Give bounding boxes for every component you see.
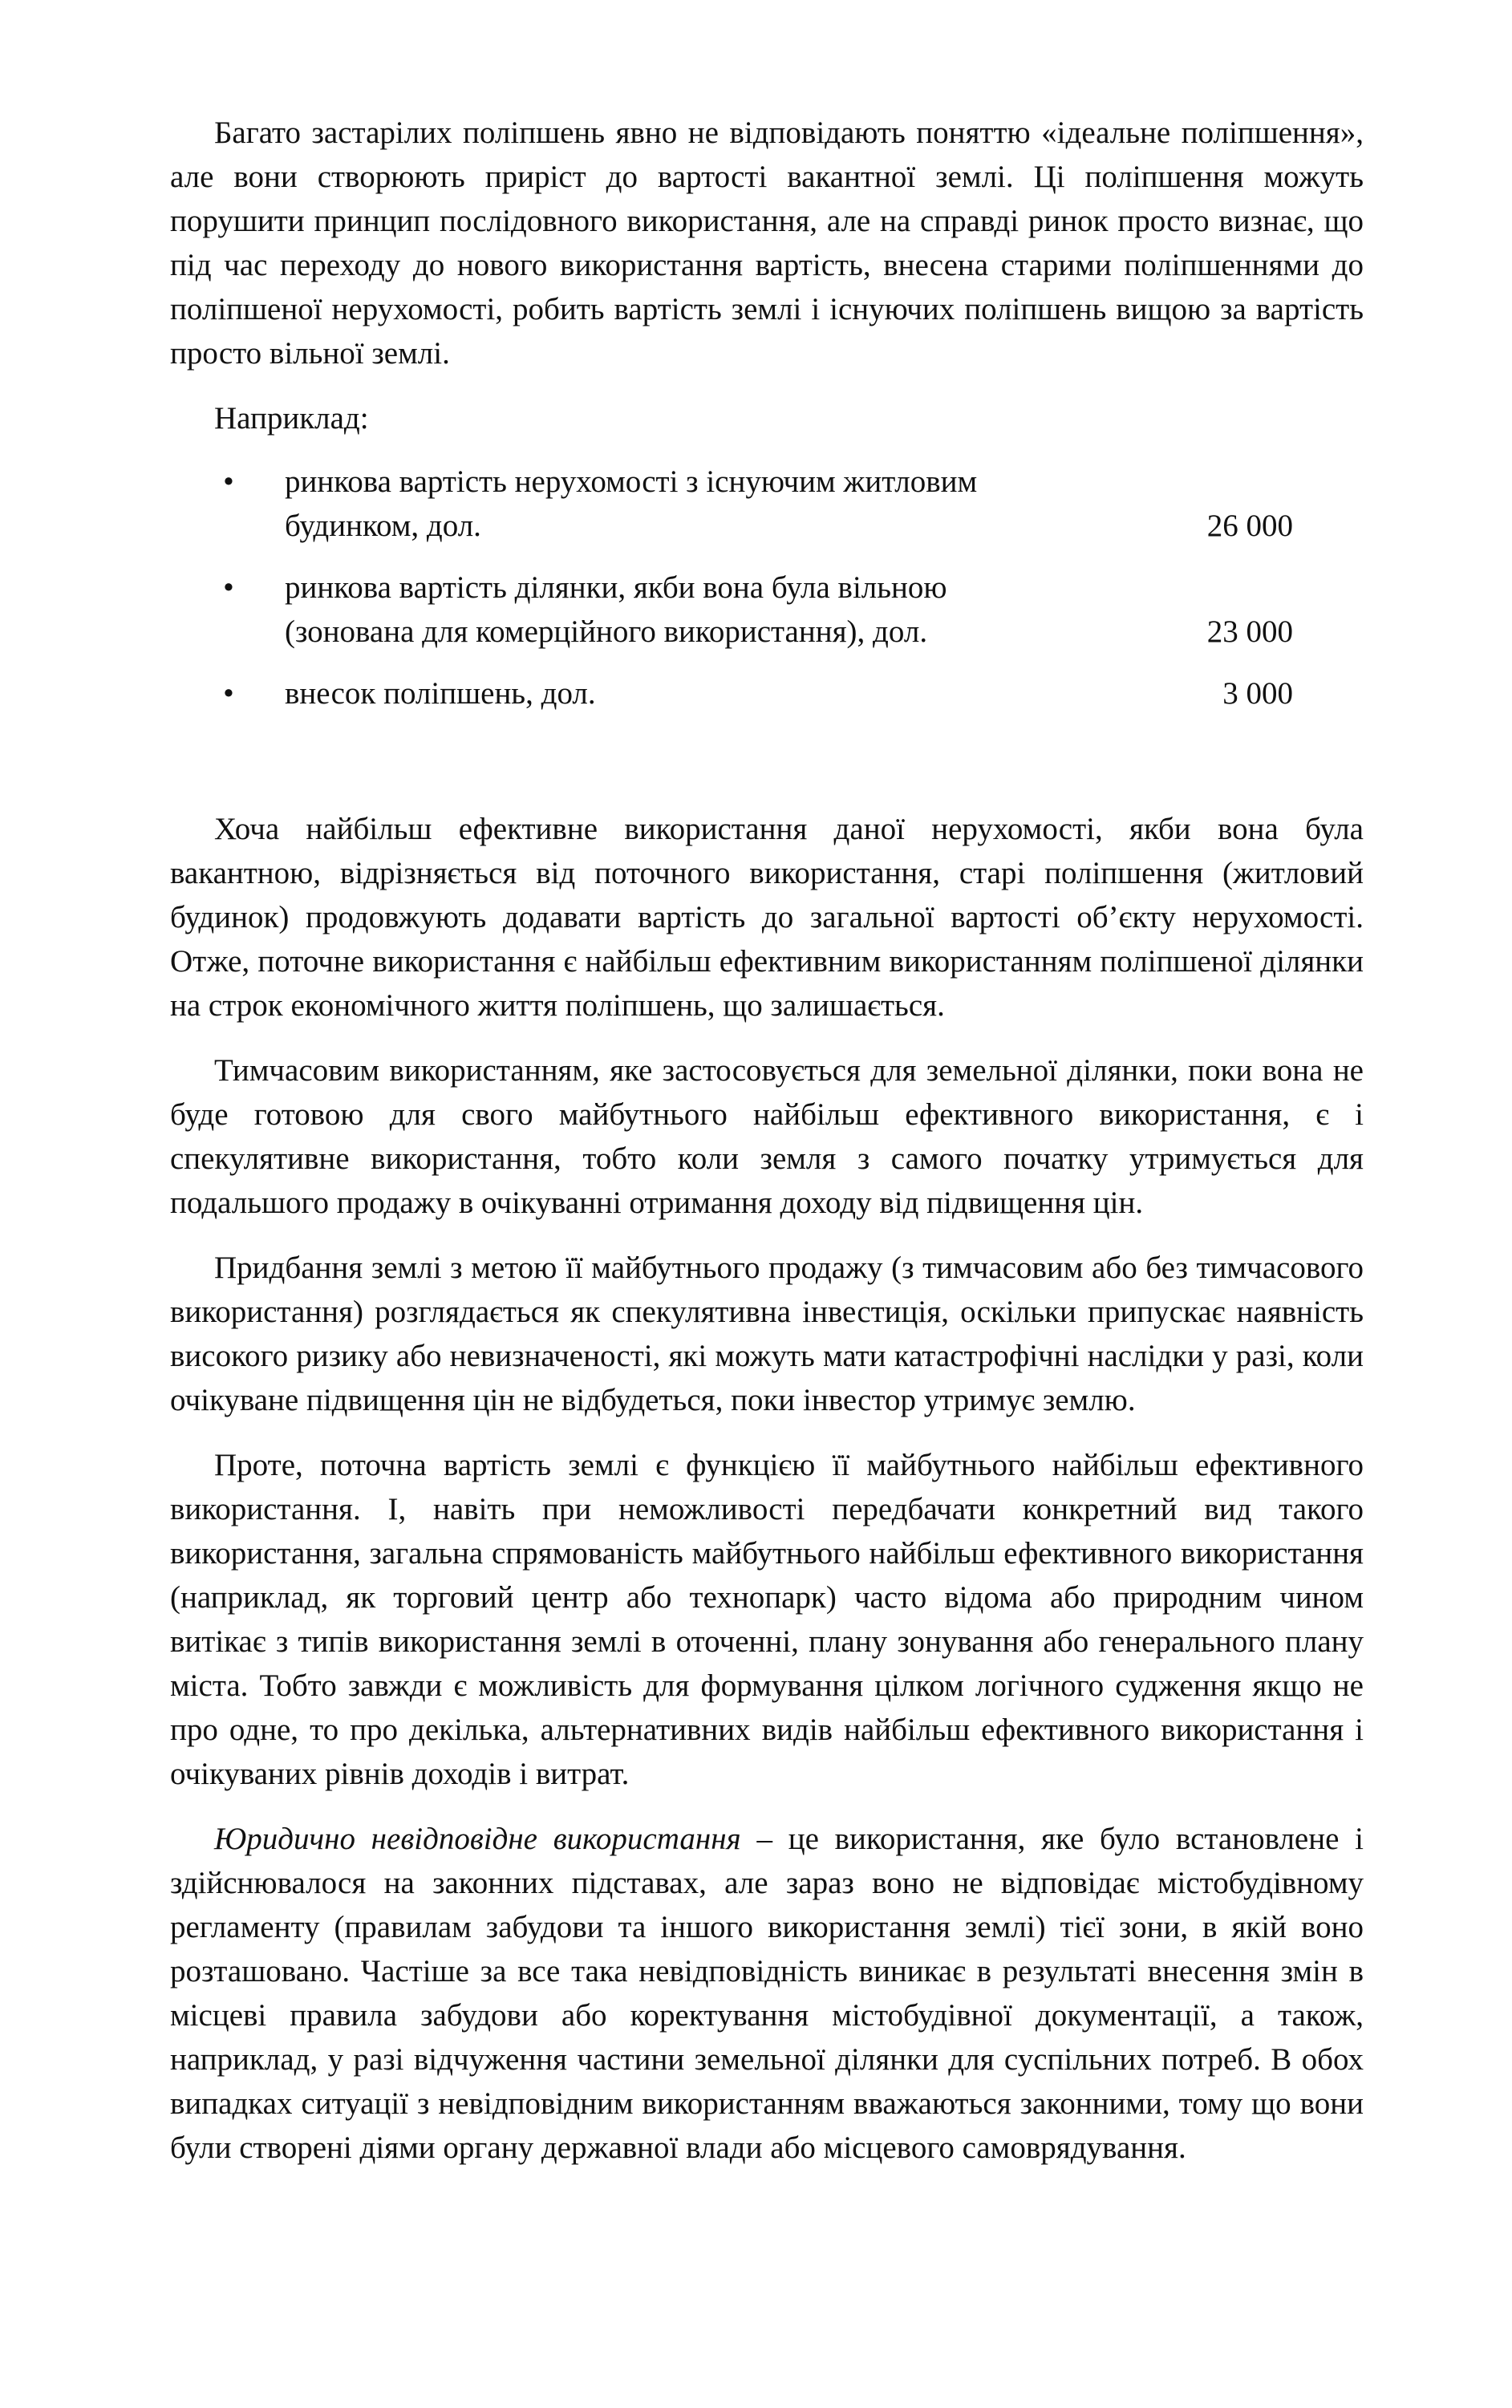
list-item xyxy=(170,460,1364,548)
list-item-value: 23 000 xyxy=(1206,614,1293,649)
paragraph-nonconforming-use xyxy=(170,1817,1364,2170)
bullet-icon: • xyxy=(223,570,234,605)
bullet-icon: • xyxy=(223,464,234,499)
example-lead: Наприклад: xyxy=(214,401,369,436)
paragraph-interim-use: Тимчасовим використанням, яке застосовується для земельної ділянки, поки вона не буде готовою для свого майбутнього найбільш ефективного використання, є і спекулятивне використання, тобто коли земля з самого початку утримується для подальшого продажу в очікуванні отримання доходу від підвищення цін. xyxy=(170,1053,1364,1220)
paragraph-future-use: Проте, поточна вартість землі є функцією її майбутнього найбільш ефективного використання. І, навіть при неможливості передбачати конкретний вид такого використання, загальна спрямованість майбутнього найбільш ефективного використання (наприклад, як торговий центр або технопарк) часто відома або природним чином витікає з типів використання землі в оточенні, плану зонування або генерального плану міста. Тобто завжди є можливість для формування цілком логічного судження якщо не про одне, то про декілька, альтернативних видів найбільш ефективного використання і очікуваних рівнів доходів і витрат. xyxy=(170,1448,1364,1791)
paragraph-speculative-investment: Придбання землі з метою її майбутнього продажу (з тимчасовим або без тимчасового використання) розглядається як спекулятивна інвестиція, оскільки припускає наявність високого ризику або невизначеності, які можуть мати катастрофічні наслідки у разі, коли очікуване підвищення цін не відбудеться, поки інвестор утримує землю. xyxy=(170,1251,1364,1417)
list-item-label: внесок поліпшень, дол. xyxy=(285,676,596,711)
list-item-value: 26 000 xyxy=(1206,509,1293,543)
paragraph-current-use: Хоча найбільш ефективне використання даної нерухомості, якби вона була вакантною, відрізняється від поточного використання, старі поліпшення (житловий будинок) продовжують додавати вартість до загальної вартості об’єкту нерухомості. Отже, поточне використання є найбільш ефективним використанням поліпшеної ділянки на строк економічного життя поліпшень, що залишається. xyxy=(170,812,1364,1023)
example-list xyxy=(170,460,1364,716)
list-item xyxy=(170,671,1364,716)
bullet-icon: • xyxy=(223,676,234,711)
list-item-label: ринкова вартість нерухомості з існуючим житловим будинком, дол. xyxy=(285,464,978,543)
list-item xyxy=(170,566,1364,654)
nonconforming-use-definition: – це використання, яке було встановлене і здійснювалося на законних підставах, але зараз воно не відповідає містобудівному регламенту (правилам забудови та іншого використання землі) тієї зони, в якій воно розташовано. Частіше за все така невідповідність виникає в результаті внесення змін в місцеві правила забудови або коректування містобудівної документації, а також, наприклад, у разі відчуження частини земельної ділянки для суспільних потреб. В обох випадках ситуації з невідповідним використанням вважаються законними, тому що вони були створені діями органу державної влади або місцевого самоврядування. xyxy=(170,1822,1364,2165)
document-body xyxy=(170,111,1364,2191)
paragraph-obsolete-improvements: Багато застарілих поліпшень явно не відповідають поняттю «ідеальне поліпшення», але вони створюють приріст до вартості вакантної землі. Ці поліпшення можуть порушити принцип послідовного використання, але на справді ринок просто визнає, що під час переходу до нового використання вартість, внесена старими поліпшеннями до поліпшеної нерухомості, робить вартість землі і існуючих поліпшень вищою за вартість просто вільної землі. xyxy=(170,116,1364,371)
list-item-label: ринкова вартість ділянки, якби вона була вільною (зонована для комерційного використання), дол. xyxy=(285,570,947,649)
list-item-value: 3 000 xyxy=(1222,676,1293,711)
nonconforming-use-term: Юридично невідповідне використання xyxy=(214,1822,741,1856)
